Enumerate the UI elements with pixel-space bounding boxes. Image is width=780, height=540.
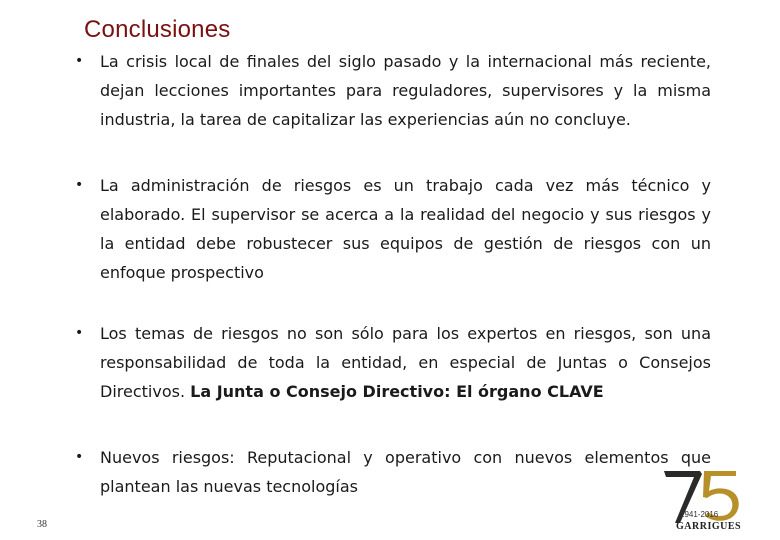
bullet-item <box>75 47 711 134</box>
bullet-text: La crisis local de finales del siglo pasado y la internacional más reciente, dejan lecciones importantes para reguladores, supervisores y la misma industria, la tarea de capitalizar las experiencias aún no concluye. <box>100 52 711 129</box>
page-number: 38 <box>37 519 47 530</box>
bullet-dot-icon: • <box>75 177 84 193</box>
bullet-text <box>100 319 711 406</box>
logo-years: 1941-2016 <box>680 510 719 519</box>
slide-title: Conclusiones <box>84 16 231 43</box>
bullet-item <box>75 443 711 501</box>
bullet-emphasis: La Junta o Consejo Directivo: El órgano CLAVE <box>190 382 604 401</box>
garrigues-75-logo <box>660 463 770 535</box>
bullet-item <box>75 319 711 406</box>
bullet-dot-icon: • <box>75 53 84 69</box>
bullet-dot-icon: • <box>75 325 84 341</box>
bullet-text: Nuevos riesgos: Reputacional y operativo con nuevos elementos que plantean las nuevas tecnologías <box>100 448 711 496</box>
bullet-dot-icon: • <box>75 449 84 465</box>
bullet-text: La administración de riesgos es un trabajo cada vez más técnico y elaborado. El supervisor se acerca a la realidad del negocio y sus riesgos y la entidad debe robustecer sus equipos de gestión de riesgos con un enfoque prospectivo <box>100 176 711 282</box>
bullet-item <box>75 171 711 287</box>
logo-name: GARRIGUES <box>676 521 742 532</box>
bullet-text-plain: Los temas de riesgos no son sólo para los expertos en riesgos, son una responsabilidad de toda la entidad, en especial de Juntas o Consejos Directivos. <box>100 324 711 401</box>
